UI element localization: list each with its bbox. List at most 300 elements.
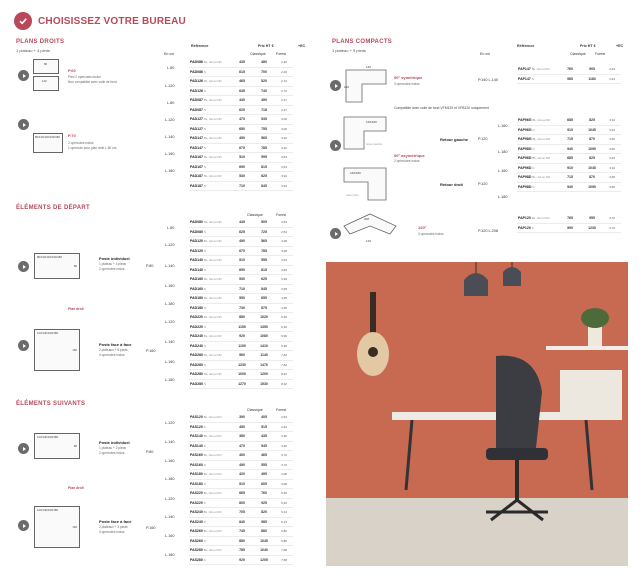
price-classique-cell: 840: [231, 517, 253, 527]
suivant-face-label: Poste face à face: [99, 519, 132, 524]
asym-label: 90° asymétrique: [394, 153, 425, 158]
eco-contribution-cell: 3,72: [603, 214, 621, 223]
table-row: [189, 432, 293, 442]
table-row: [189, 341, 293, 351]
size-label: L.180: [498, 150, 508, 154]
price-classique-cell: 940: [559, 182, 581, 192]
eco-contribution-cell: 7,68: [275, 555, 293, 565]
table-row: [189, 470, 293, 480]
eco-contribution-cell: 3,66: [603, 173, 621, 183]
eco-contribution-cell: 3,32: [275, 134, 293, 144]
table-row: [189, 153, 293, 163]
eco-contribution-cell: 3,72: [275, 460, 293, 470]
desk-diagram-p70: 80/120/140/160/180: [33, 133, 63, 153]
ref-cell: PAD126BL, GA ou NO: [189, 77, 231, 87]
price-table-plans-droits: [189, 58, 293, 191]
table-row: [189, 124, 293, 134]
eco-contribution-cell: 4,35: [275, 294, 293, 304]
price-classique-cell: 380: [231, 432, 253, 442]
price-classique-cell: 670: [231, 246, 253, 256]
table-row: [189, 546, 293, 556]
size-label: L.140: [165, 340, 175, 344]
eco-contribution-cell: 3,99: [275, 275, 293, 285]
play-icon[interactable]: [330, 228, 341, 239]
price-forest-cell: 870: [581, 173, 603, 183]
eco-contribution-cell: 2,27: [275, 96, 293, 106]
compat-note: Compatible avec voile de fond VFM120 et VFB120 uniquement: [394, 106, 489, 110]
price-forest-cell: 875: [253, 303, 275, 313]
table-row: [189, 313, 293, 323]
eco-contribution-cell: 2,27: [275, 105, 293, 115]
eco-contribution-cell: 3,66: [603, 182, 621, 192]
section-title-plans-compacts: PLANS COMPACTS: [332, 39, 393, 45]
price-classique-cell: 530: [231, 172, 253, 182]
ref-cell: PAD086BL, GA ou NO: [189, 58, 231, 67]
col-forest: Forest: [276, 52, 287, 56]
price-forest-cell: 1470: [253, 360, 275, 370]
price-classique-cell: 445: [231, 218, 253, 227]
depart-face-label: Poste face à face: [99, 342, 132, 347]
play-icon[interactable]: [18, 70, 29, 81]
suivant-face-note2: 4 opercules inclus: [99, 530, 125, 534]
size-label: L.120: [165, 497, 175, 501]
size-label: L.80: [167, 101, 175, 105]
price-forest-cell: 1045: [253, 536, 275, 546]
eco-contribution-cell: 3,63: [275, 265, 293, 275]
price-classique-cell: 390: [231, 413, 253, 422]
play-icon[interactable]: [18, 443, 29, 454]
size-label: L.80: [167, 226, 175, 230]
ref-cell: PAS260N: [189, 536, 231, 546]
depart-individuel-label: Poste individuel: [99, 256, 130, 261]
ref-cell: PAD187N: [189, 181, 231, 191]
svg-text:140: 140: [344, 85, 350, 89]
ref-cell: PAD180BL, GA ou NO: [189, 294, 231, 304]
size-label: L.120: [165, 118, 175, 122]
price-forest-cell: 1530: [253, 379, 275, 389]
size-label: L.180: [165, 378, 175, 382]
price-forest-cell: 925: [253, 498, 275, 508]
eco-contribution-cell: 6,96: [275, 341, 293, 351]
size-label: L.160: [165, 534, 175, 538]
price-classique-cell: 960: [231, 351, 253, 361]
office-photo: [326, 262, 628, 566]
depart-individuel-note2: 2 opercules inclus: [99, 267, 125, 271]
table-row: [189, 115, 293, 125]
size-label: L.140: [165, 440, 175, 444]
price-classique-cell: 690: [231, 162, 253, 172]
price-forest-cell: 880: [253, 527, 275, 537]
price-classique-cell: 730: [231, 303, 253, 313]
depart-face-note1: 2 plateaux + 6 pieds: [99, 348, 128, 352]
svg-text:retour droit: retour droit: [346, 194, 359, 197]
price-forest-cell: 625: [253, 172, 275, 182]
price-forest-cell: 625: [253, 275, 275, 285]
col-forest: Forest: [276, 408, 287, 412]
price-forest-cell: 1205: [253, 555, 275, 565]
size-label: L.120: [165, 421, 175, 425]
ref-cell: PAS220N: [189, 498, 231, 508]
price-forest-cell: 565: [253, 134, 275, 144]
svg-text:retour gauche: retour gauche: [366, 143, 383, 146]
ref-cell: PAD160BL, GA ou NO: [189, 275, 231, 285]
size-label: L.180: [165, 302, 175, 306]
price-classique-cell: 800: [231, 498, 253, 508]
eco-contribution-cell: 6,86: [275, 536, 293, 546]
table-row: [189, 413, 293, 422]
price-forest-cell: 1090: [581, 182, 603, 192]
price-table-90-symetrique: [517, 65, 621, 84]
price-classique-cell: 880: [231, 536, 253, 546]
table-row: [189, 498, 293, 508]
price-forest-cell: 435: [253, 432, 275, 442]
size-label: L.140: [165, 135, 175, 139]
suivant-individuel-note2: 2 opercules inclus: [99, 451, 125, 455]
ref-cell: PAS220BL, GA ou NO: [189, 489, 231, 499]
eco-contribution-cell: 2,94: [275, 422, 293, 432]
eco-contribution-cell: 3,63: [275, 153, 293, 163]
eco-contribution-cell: 4,08: [275, 479, 293, 489]
price-forest-cell: 905: [581, 65, 603, 74]
plan-droit-label: Plan droit: [68, 486, 84, 490]
eco-contribution-cell: 3,34: [603, 163, 621, 173]
size-label: L.160: [165, 360, 175, 364]
col-en-cm: En cm: [164, 52, 175, 56]
price-forest-cell: 595: [253, 153, 275, 163]
svg-text:160/180: 160/180: [366, 120, 377, 124]
price-forest-cell: 725: [253, 227, 275, 237]
price-forest-cell: 405: [253, 413, 275, 422]
size-label: L.160: [165, 459, 175, 463]
price-forest-cell: 718: [253, 105, 275, 115]
price-forest-cell: 785: [253, 246, 275, 256]
eco-contribution-cell: 6,14: [275, 517, 293, 527]
price-classique-cell: 510: [231, 479, 253, 489]
ref-cell: PAP96DN: [517, 163, 559, 173]
ref-cell: PAD180N: [189, 303, 231, 313]
eco-contribution-cell: 2,54: [275, 227, 293, 237]
ref-cell: PAD080N: [189, 227, 231, 237]
size-label: L.120: [165, 243, 175, 247]
sym-label: 90° symétrique: [394, 75, 423, 80]
table-row: [189, 265, 293, 275]
price-forest-cell: 700: [253, 67, 275, 77]
ref-cell: PAP120N: [517, 223, 559, 233]
price-forest-cell: 845: [253, 181, 275, 191]
col-reference: Référence: [191, 44, 209, 48]
price-table-elements-depart: [189, 218, 293, 389]
table-row: [189, 460, 293, 470]
deg120-note: 3 opercules inclus: [418, 232, 444, 236]
eco-contribution-cell: 2,72: [275, 77, 293, 87]
ref-cell: PAD147N: [189, 143, 231, 153]
price-classique-cell: 645: [231, 86, 253, 96]
eco-contribution-cell: 6,96: [275, 332, 293, 342]
price-classique-cell: 765: [559, 214, 581, 223]
ref-cell: PAD240N: [189, 341, 231, 351]
ref-cell: PAD120BL, GA ou NO: [189, 237, 231, 247]
price-classique-cell: 910: [559, 125, 581, 135]
depth-label: P.160: [146, 526, 156, 530]
ref-cell: PAD220N: [189, 322, 231, 332]
ref-cell: PAD127BL, GA ou NO: [189, 115, 231, 125]
table-row: [189, 162, 293, 172]
table-row: [517, 223, 621, 233]
ref-cell: PAS280N: [189, 555, 231, 565]
table-row: [189, 275, 293, 285]
ref-cell: PAS180N: [189, 479, 231, 489]
price-classique-cell: 440: [231, 96, 253, 106]
price-classique-cell: 490: [231, 460, 253, 470]
eco-contribution-cell: 3,32: [275, 143, 293, 153]
ref-cell: PAP98DBL, GA ou NO: [517, 173, 559, 183]
eco-contribution-cell: 3,99: [275, 284, 293, 294]
play-icon[interactable]: [18, 520, 29, 531]
col-classique: Classique: [247, 213, 263, 217]
play-icon[interactable]: [330, 80, 341, 91]
desk-diagram-90-asymetrique-droit: [342, 166, 390, 204]
price-forest-cell: 1140: [253, 351, 275, 361]
price-forest-cell: 480: [253, 58, 275, 67]
table-row: [189, 451, 293, 461]
table-row: [189, 303, 293, 313]
col-forest: Forest: [276, 213, 287, 217]
price-classique-cell: 400: [231, 451, 253, 461]
play-icon[interactable]: [18, 119, 29, 130]
eco-contribution-cell: 7,62: [275, 360, 293, 370]
price-forest-cell: 1090: [581, 144, 603, 154]
size-label: L.120: [165, 320, 175, 324]
table-row: [517, 214, 621, 223]
table-row: [189, 227, 293, 237]
table-row: [517, 144, 621, 154]
p70-label: P.70: [68, 133, 76, 138]
play-icon[interactable]: [330, 140, 341, 151]
price-forest-cell: 785: [253, 143, 275, 153]
table-row: [189, 218, 293, 227]
ref-cell: PAD080BL, GA ou NO: [189, 218, 231, 227]
ref-cell: PAS120N: [189, 422, 231, 432]
size-label: P.120: [478, 182, 488, 186]
table-row: [189, 422, 293, 432]
eco-contribution-cell: 2,20: [275, 67, 293, 77]
eco-contribution-cell: 3,63: [275, 162, 293, 172]
table-row: [189, 489, 293, 499]
retour-droit-label: Retour droit: [440, 182, 463, 187]
suivant-individuel-label: Poste individuel: [99, 440, 130, 445]
price-classique-cell: 990: [559, 223, 581, 233]
desk-diagram-depart-individuel: 80/120/140/160/180 80: [34, 253, 80, 279]
table-row: [189, 77, 293, 87]
eco-contribution-cell: 3,34: [603, 125, 621, 135]
section-subtitle: 1 plateau + 5 pieds: [332, 48, 366, 53]
eco-contribution-cell: 3,72: [275, 451, 293, 461]
eco-contribution-cell: 3,00: [275, 115, 293, 125]
ref-cell: PAS160BL, GA ou NO: [189, 451, 231, 461]
desk-diagram-p60-a: 80: [33, 59, 59, 74]
ref-cell: PAD220BL, GA ou NO: [189, 313, 231, 323]
ref-cell: PAD147BL, GA ou NO: [189, 134, 231, 144]
price-classique-cell: 985: [559, 74, 581, 84]
price-forest-cell: 1020: [253, 313, 275, 323]
price-classique-cell: 420: [231, 470, 253, 480]
price-classique-cell: 435: [231, 58, 253, 67]
ref-cell: PAS140BL, GA ou NO: [189, 432, 231, 442]
size-label: L.80: [167, 66, 175, 70]
price-forest-cell: 605: [253, 479, 275, 489]
eco-contribution-cell: 5,46: [275, 498, 293, 508]
eco-contribution-cell: 3,66: [603, 144, 621, 154]
col-classique: Classique: [250, 52, 266, 56]
price-classique-cell: 490: [231, 237, 253, 247]
ref-cell: PAP120BL, GA ou NO: [517, 214, 559, 223]
table-row: [517, 173, 621, 183]
ref-cell: PAD127N: [189, 124, 231, 134]
col-reference: Référence: [517, 44, 535, 48]
eco-contribution-cell: 3,94: [275, 172, 293, 182]
price-classique-cell: 1150: [231, 322, 253, 332]
col-prix-ht: Prix HT €: [258, 44, 274, 48]
size-label: L.180: [165, 169, 175, 173]
deg120-sizes: P.120 L.208: [478, 229, 498, 233]
price-forest-cell: 1230: [581, 223, 603, 233]
table-row: [189, 322, 293, 332]
price-forest-cell: 825: [581, 116, 603, 125]
price-classique-cell: 670: [231, 143, 253, 153]
price-classique-cell: 470: [231, 441, 253, 451]
eco-contribution-cell: 3,72: [603, 223, 621, 233]
col-forest: Forest: [595, 52, 606, 56]
price-classique-cell: 1270: [231, 379, 253, 389]
price-forest-cell: 565: [253, 237, 275, 247]
ref-cell: PAP98DN: [517, 182, 559, 192]
table-row: [189, 105, 293, 115]
desk-diagram-p60-b: 120: [33, 76, 59, 91]
table-row: [189, 441, 293, 451]
table-row: [189, 96, 293, 106]
price-classique-cell: 715: [559, 135, 581, 145]
deg120-label: 120°: [418, 225, 427, 230]
price-forest-cell: 520: [253, 77, 275, 87]
price-classique-cell: 760: [559, 65, 581, 74]
table-row: [189, 294, 293, 304]
eco-contribution-cell: 7,68: [275, 546, 293, 556]
table-row: [189, 172, 293, 182]
ref-cell: PAD086N: [189, 67, 231, 77]
price-classique-cell: 690: [231, 265, 253, 275]
eco-contribution-cell: 6,14: [275, 508, 293, 518]
table-row: [189, 67, 293, 77]
table-row: [517, 154, 621, 164]
price-forest-cell: 825: [581, 154, 603, 164]
desk-diagram-120: [342, 212, 398, 248]
col-classique: Classique: [570, 52, 586, 56]
size-label: L.140: [165, 264, 175, 268]
price-table-120: [517, 214, 621, 233]
table-row: [189, 517, 293, 527]
svg-text:120: 120: [366, 239, 372, 243]
sym-note: 3 opercules inclus: [394, 82, 420, 86]
table-row: [189, 134, 293, 144]
ref-cell: PAD167BL, GA ou NO: [189, 153, 231, 163]
price-forest-cell: 1410: [253, 341, 275, 351]
price-forest-cell: 495: [253, 470, 275, 480]
price-forest-cell: 740: [253, 86, 275, 96]
price-classique-cell: 1000: [231, 370, 253, 380]
price-forest-cell: 1040: [253, 546, 275, 556]
ref-cell: PAP98GBL, GA ou NO: [517, 135, 559, 145]
ref-cell: PAS260BL, GA ou NO: [189, 527, 231, 537]
table-row: [189, 555, 293, 565]
ref-cell: PAD126N: [189, 86, 231, 96]
size-label: L.160: [165, 152, 175, 156]
eco-contribution-cell: 3,34: [603, 116, 621, 125]
price-classique-cell: 940: [559, 144, 581, 154]
ref-cell: PAP96GN: [517, 125, 559, 135]
price-classique-cell: 510: [231, 153, 253, 163]
price-forest-cell: 955: [581, 214, 603, 223]
price-classique-cell: 1190: [231, 341, 253, 351]
ref-cell: PAP147N: [517, 74, 559, 84]
play-icon[interactable]: [18, 261, 29, 272]
price-forest-cell: 870: [581, 135, 603, 145]
size-label: L.180: [165, 477, 175, 481]
price-forest-cell: 755: [253, 124, 275, 134]
section-title-elements-depart: ÉLÉMENTS DE DÉPART: [16, 205, 90, 211]
svg-text:160/180: 160/180: [350, 171, 361, 175]
price-classique-cell: 550: [231, 294, 253, 304]
col-ec: +EC: [298, 44, 306, 48]
price-classique-cell: 705: [231, 508, 253, 518]
eco-contribution-cell: 6,86: [275, 527, 293, 537]
size-label: L.160: [165, 284, 175, 288]
ref-cell: PAD280N: [189, 379, 231, 389]
table-row: [517, 163, 621, 173]
ref-cell: PAS160N: [189, 460, 231, 470]
size-label: L.180: [498, 195, 508, 199]
ref-cell: PAD087N: [189, 105, 231, 115]
price-classique-cell: 715: [559, 173, 581, 183]
table-row: [189, 508, 293, 518]
eco-contribution-cell: 3,28: [275, 237, 293, 247]
eco-contribution-cell: 6,30: [275, 313, 293, 323]
price-classique-cell: 1230: [231, 360, 253, 370]
ref-cell: PAD187BL, GA ou NO: [189, 172, 231, 182]
eco-contribution-cell: 8,32: [275, 370, 293, 380]
price-forest-cell: 845: [253, 284, 275, 294]
price-forest-cell: 535: [253, 115, 275, 125]
ref-cell: PAP98GN: [517, 144, 559, 154]
table-row: [189, 256, 293, 266]
price-forest-cell: 505: [253, 218, 275, 227]
price-forest-cell: 760: [253, 489, 275, 499]
eco-contribution-cell: 3,94: [275, 181, 293, 191]
ref-cell: PAD140BL, GA ou NO: [189, 256, 231, 266]
eco-contribution-cell: 3,28: [275, 246, 293, 256]
eco-contribution-cell: 3,66: [603, 135, 621, 145]
play-icon[interactable]: [18, 340, 29, 351]
depth-label: P.80: [146, 450, 154, 454]
price-classique-cell: 450: [231, 422, 253, 432]
eco-contribution-cell: 3,34: [603, 154, 621, 164]
price-table-90-asymetrique: [517, 116, 621, 192]
price-forest-cell: 515: [253, 422, 275, 432]
eco-contribution-cell: 3,24: [603, 74, 621, 84]
col-prix-ht: Prix HT €: [580, 44, 596, 48]
price-forest-cell: 985: [253, 517, 275, 527]
table-row: [517, 125, 621, 135]
ref-cell: PAS120BL, GA ou NO: [189, 413, 231, 422]
